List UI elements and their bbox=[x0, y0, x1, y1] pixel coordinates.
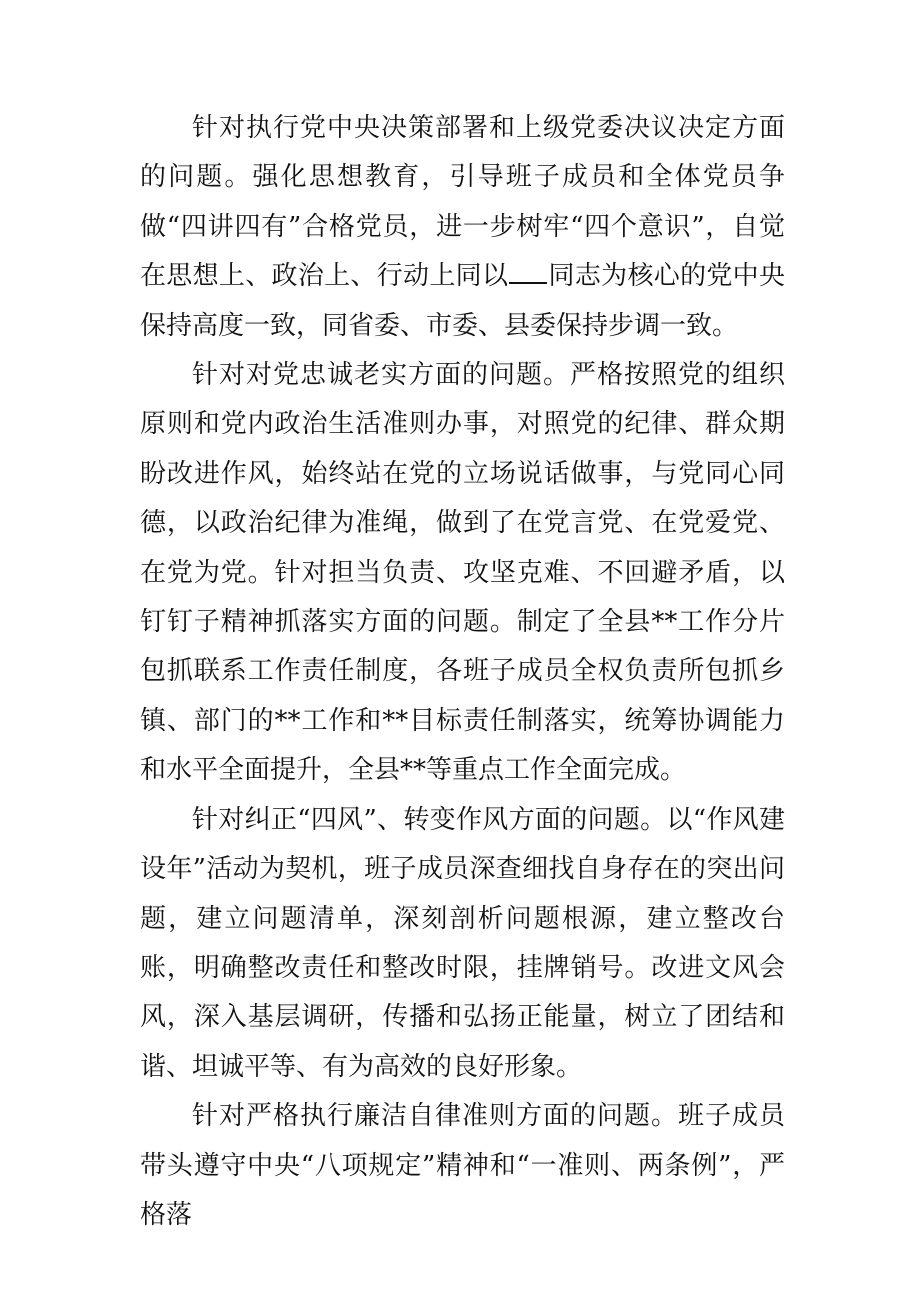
document-body bbox=[140, 104, 785, 1240]
blank-underline bbox=[509, 260, 547, 284]
paragraph-work-style: 针对纠正“四风”、转变作风方面的问题。以“作风建设年”活动为契机，班子成员深查细找自身存在的突出问题，建立问题清单，深刻剖析问题根源，建立整改台账，明确整改责任和整改时限，挂牌销号。改进文风会风，深入基层调研，传播和弘扬正能量，树立了团结和谐、坦诚平等、有为高效的良好形象。 bbox=[140, 804, 785, 1082]
paragraph-integrity: 针对严格执行廉洁自律准则方面的问题。班子成员带头遵守中央“八项规定”精神和“一准则、两条例”，严格落 bbox=[140, 1101, 785, 1230]
paragraph-party-decisions bbox=[140, 104, 785, 351]
paragraph-text-part1: 针对执行党中央决策部署和上级党委决议决定方面的问题。强化思想教育，引导班子成员和全体党员争做“四讲四有”合格党员，进一步树牢“四个意识”，自觉在思想上、政治上、行动上同以 bbox=[140, 113, 785, 292]
paragraph-text-part2: 同志为核心的党中央保持高度一致，同省委、市委、县委保持步调一致。 bbox=[140, 261, 785, 341]
paragraph-party-loyalty: 针对对党忠诚老实方面的问题。严格按照党的组织原则和党内政治生活准则办事，对照党的纪律、群众期盼改进作风，始终站在党的立场说话做事，与党同心同德，以政治纪律为准绳，做到了在党言党、在党爱党、在党为党。针对担当负责、攻坚克难、不回避矛盾，以钉钉子精神抓落实方面的问题。制定了全县**工作分片包抓联系工作责任制度，各班子成员全权负责所包抓乡镇、部门的**工作和**目标责任制落实，统筹协调能力和水平全面提升，全县**等重点工作全面完成。 bbox=[140, 360, 785, 786]
